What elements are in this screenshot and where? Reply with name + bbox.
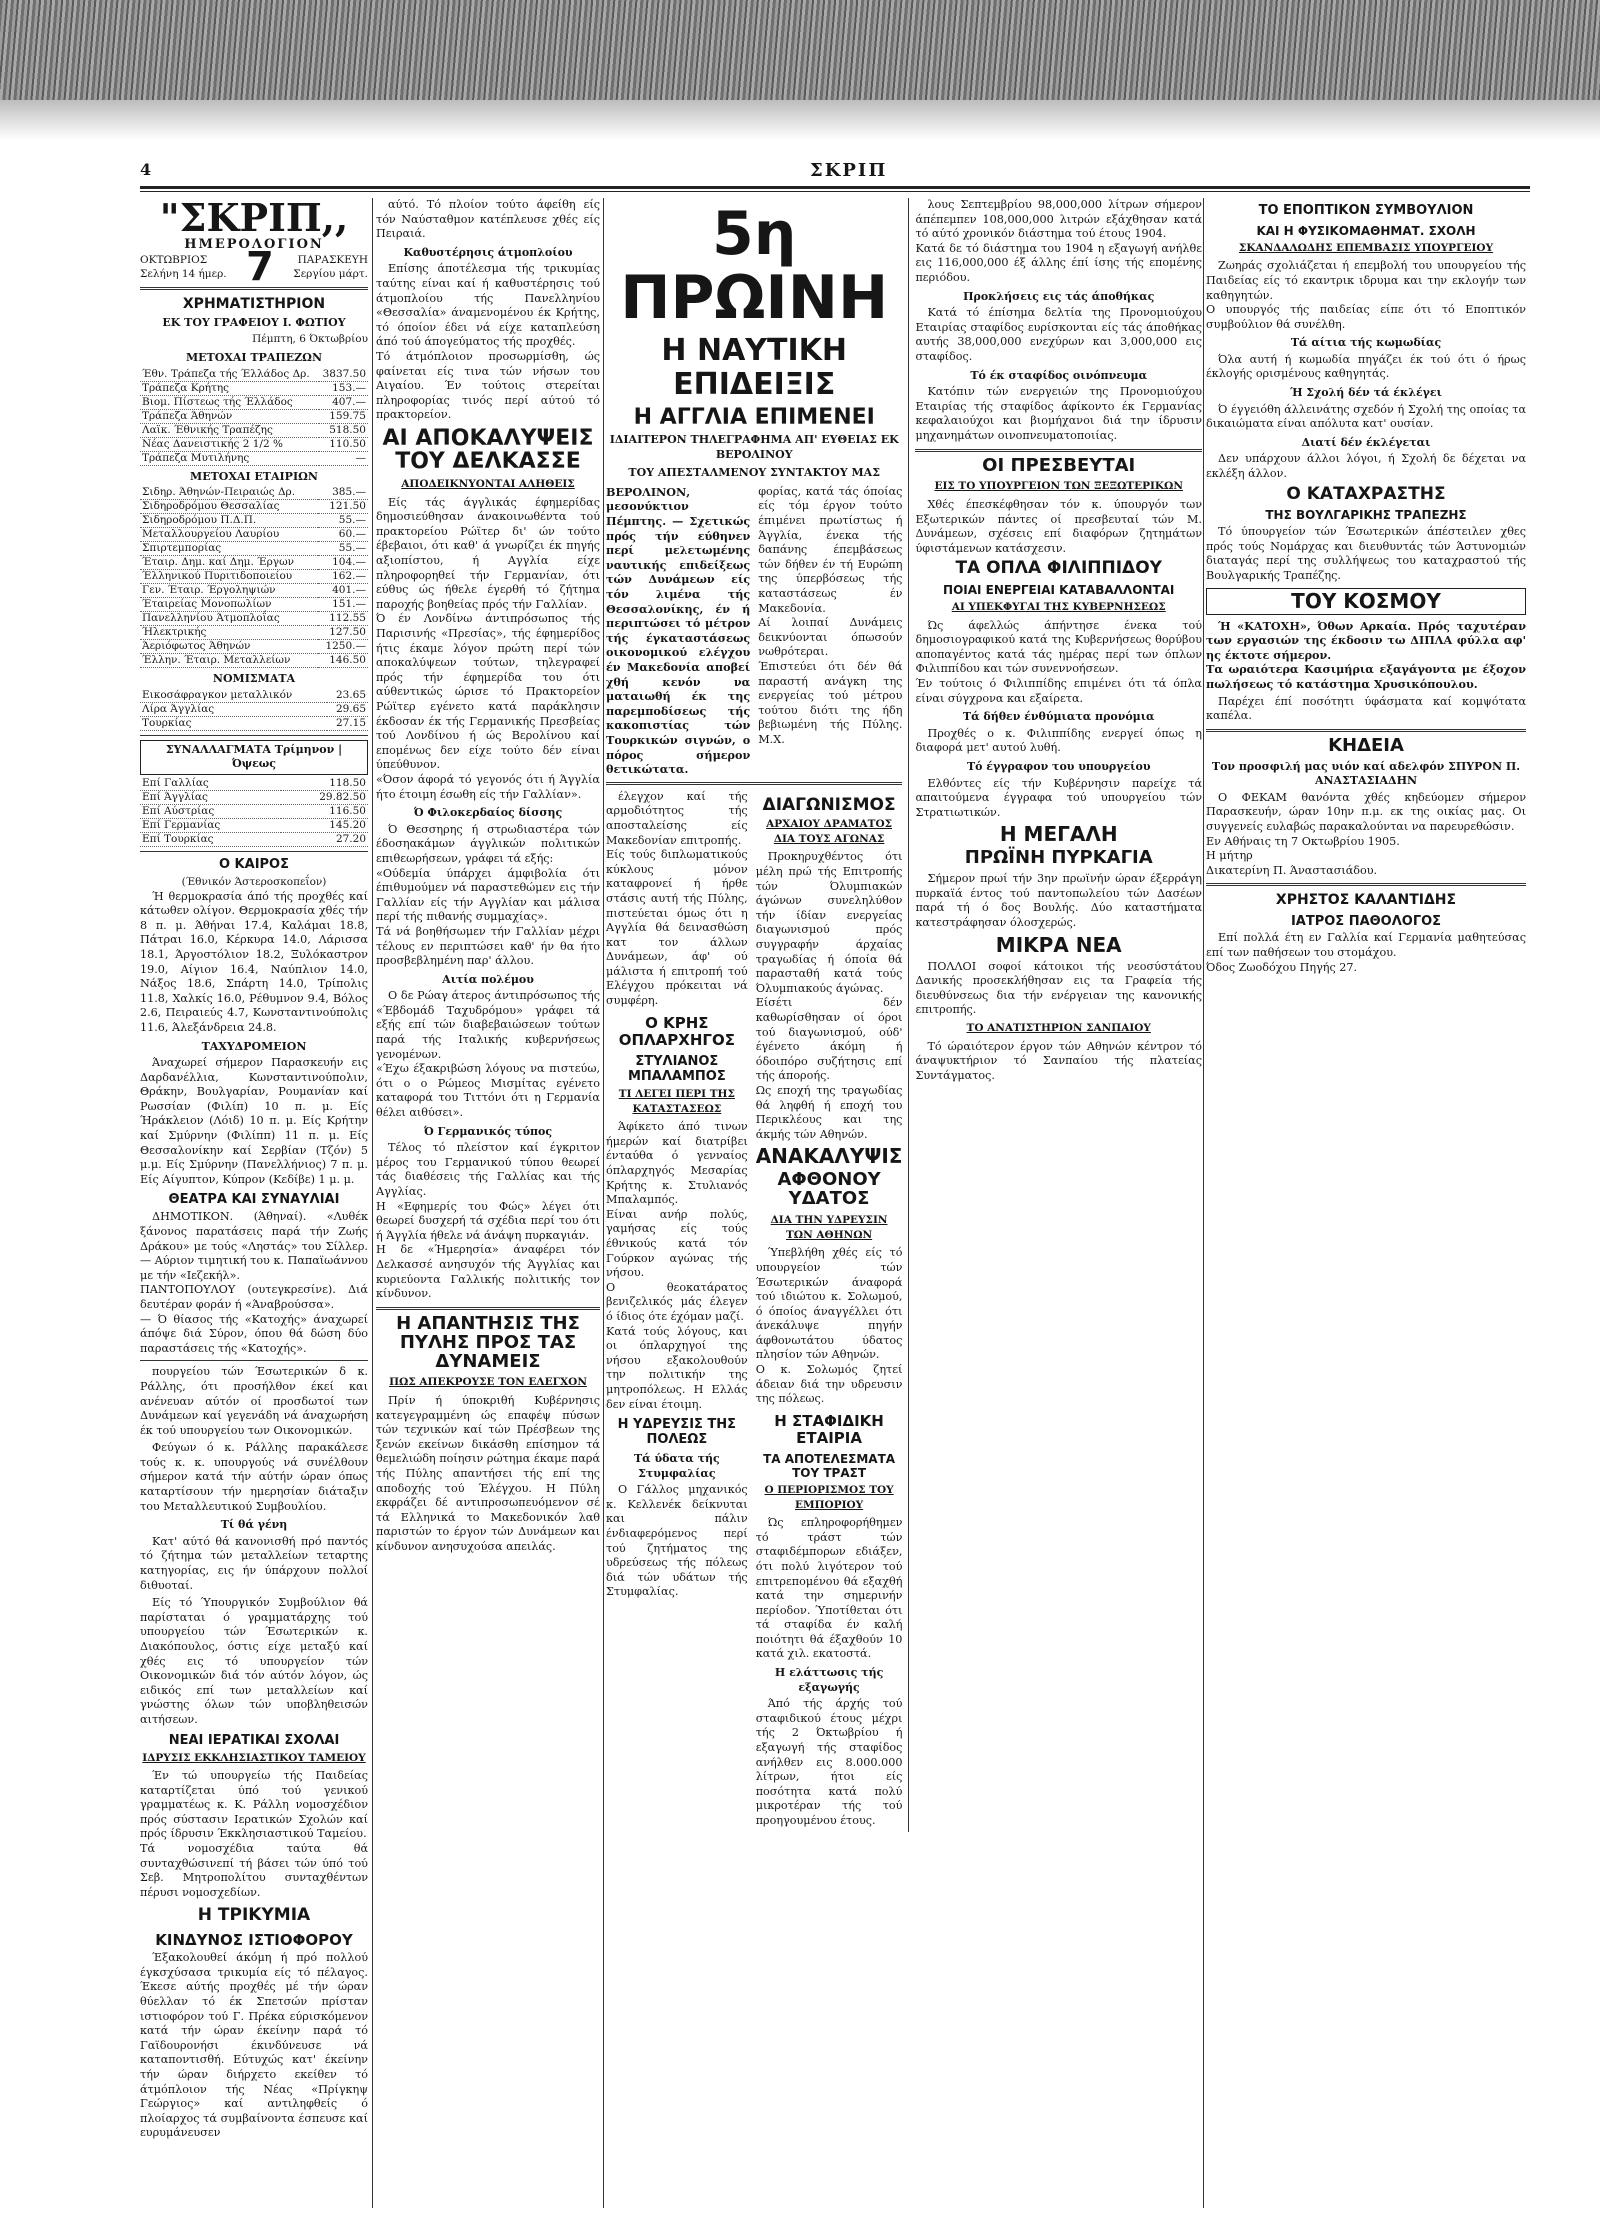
schools-subheading: ΙΔΡΥΣΙΣ ΕΚΚΛΗΣΙΑΣΤΙΚΟΥ ΤΑΜΕΙΟΥ <box>142 1751 366 1764</box>
weather-text: Ή θερμοκρασία άπό τής προχθές καί κάτωθεν ολίγον. Θερμοκρασία χθές τήν 8 π. μ. Άθήναι 17.4, Καλάμαι 18.8, Πάτραι 16.0, Κέρκυρα 14.0, Λάρισσα 18.1, Άργοστόλιον 18.2, Ξυλόκαστρον 19.0, Αίγιον 16.4, Ναύπλιον 14.0, Νάξος 18.6, Σπάρτη 14.0, Τρίπολις 11.8, Χαλκίς 16.0, Ρέθυμνον 9.4, Βόλος 2.6, Πειραιεύς 4.7, Κωνσταντινούπολις 11.6, Άλεξάνδρεια 24.8. <box>140 889 368 1034</box>
row-label: Νέας Δανειστικής 2 1/2 % <box>140 437 319 451</box>
row-value: 60.— <box>318 528 368 542</box>
row-label: Έλληνικού Πυριτιδοποιείου <box>140 570 318 584</box>
schools-text: Έν τώ υπουργείω τής Παιδείας καταρτίζεται ύπό τού γενικού γραμματέως κ. Κ. Ράλλη νομοσχέδιον πρός σύστασιν Ιερατικών Σχολών καί πρός ίδρυσιν Έκκλησιαστικού Ταμείου. Τά νομοσχέδια ταύτα θά συνταχθώσινεπί τή βάσει τών ύπό τού Σεβ. Μητροπολίτου συνταχθέντων πέρυσι νομοσχεδίων. <box>140 1769 368 1899</box>
ambassadors-heading: ΟΙ ΠΡΕΣΒΕΥΤΑΙ <box>982 454 1136 476</box>
doctor-subheading: ΙΑΤΡΟΣ ΠΑΘΟΛΟΓΟΣ <box>1290 913 1442 929</box>
row-value: — <box>319 451 368 465</box>
control-text: έλεγχον καί τής αρμοδιότητος τής αποσταλείσης είς Μακεδονίαν επιτροπής. Είς τούς διπλωματικούς κύκλους μόνον καταφρονεί ή ήρθε στάσις αυτή τής Πύλης, πιστεύεται όμως ότι η Αγγλία θά δεινασθώση κατ τον άλλων Δυνάμεων, άφ' ού μάλιστα ή επιτροπή τού Ελέγχου πρόκειται νά συμφέρη. <box>606 789 748 1008</box>
row-label: Σιδηροδρόμου Π.Δ.Π. <box>140 514 318 528</box>
row-value: 3837.50 <box>319 368 368 382</box>
row-value: 27.20 <box>281 833 368 847</box>
fire-heading: Η ΜΕΓΑΛΗ <box>999 822 1118 847</box>
companies-table <box>140 486 368 668</box>
embezzler-heading: Ο ΚΑΤΑΧΡΑΣΤΗΣ <box>1286 483 1446 504</box>
ambassadors-text: Χθές έπεσκέφθησαν τόν κ. ύπουργόν των Εξωτερικών πάντες οί πρεσβευταί τών Μ. Δυνάμεων, σχέσεις επί διαφόρων ζητημάτων ύφιστάμενων κατάσχεσιν. <box>915 497 1202 555</box>
row-label: Γεν. Έταιρ. Έργοληψιών <box>140 584 318 598</box>
story-paragraph-1: πουργείου τών Έσωτερικών δ κ. Ράλλης, ότι προσήλθον έκεί και ανένευαν αύτόν οί προσδωτοί των Δυνάμεων καί γεγενάδη νά άναχωρήση έκ τού υπουργείου των Οικονομικών. <box>140 1365 368 1437</box>
row-value: 55.— <box>318 542 368 556</box>
table-row <box>140 612 368 626</box>
doctor-text: Επί πολλά έτη εν Γαλλία καί Γερμανία μαθητεύσας επί των παθήσεων του στομάχου. Όδος Ζωοδόχου Πηγής 27. <box>1206 931 1526 974</box>
row-value: 1250.— <box>318 640 368 654</box>
calendar-month: ΟΚΤΩΒΡΙΟΣ <box>140 253 208 266</box>
table-row <box>140 451 368 465</box>
col2-text-1: Επίσης άποτέλεσμα τής τρικυμίας ταύτης είναι καί ή καθυστέρησις τού άτμοπλοίου τής Πανελληνίου «Θεσσαλία» άναμενομένου έκ Κρήτης, τό όποίον έδει νά είχε καταπλεύση άπό τού άπογεύματος τής προχθές. Τό άτμόπλοιον προσωρμίσθη, ώς φαίνεται είς τινα τών νήσων του Αιγαίου. Έν τούτοις στερείται πληροφορίας τινός περί αύτού τό πρακτορείον. <box>376 262 600 422</box>
col2-text-4: Ο δε Ρώαγ άτερος άντιπρόσωπος τής «Έβδομάδ Ταχυδρόμου» γράφει τά εξής επί τών διαβεβαιώσεων τούτων παρά τής Ιταλικής κυβερνήσεως γενομένων. «Έχω έξακριβώση λόγους να πιστεύω, ότι ο ο Ρώμεος Μισμίτας εγένετο καταφορά του Τιττόνι ότι η Γερμανία θέλει αιθύσει». <box>376 989 600 1120</box>
weather-subheading: (Έθνικόν Άστεροσκοπεΐον) <box>181 875 327 888</box>
raisin-subheading: ΤΑ ΑΠΟΤΕΛΕΣΜΑΤΑ ΤΟΥ ΤΡΑΣΤ <box>763 1452 896 1481</box>
education-heading: ΤΟ ΕΠΟΠΤΙΚΟΝ ΣΥΜΒΟΥΛΙΟΝ <box>1258 203 1474 218</box>
row-label: Πανελληνίου Άτμοπλοΐας <box>140 612 318 626</box>
water-note: ΔΙΑ ΤΗΝ ΥΔΡΕΥΣΙΝ ΤΩΝ ΑΘΗΝΩΝ <box>770 1214 888 1241</box>
fire-subheading: ΠΡΩΪΝΗ ΠΥΡΚΑΓΙΑ <box>964 847 1153 869</box>
contest-heading: ΔΙΑΓΩΝΙΣΜΟΣ <box>762 794 896 815</box>
row-value: 110.50 <box>319 437 368 451</box>
scan-border-fade <box>0 100 1600 140</box>
education-sub-3: Ή Σχολή δέν τά έκλέγει <box>1290 386 1442 400</box>
row-label: Επί Άγγλίας <box>140 791 281 805</box>
table-row <box>140 514 368 528</box>
world-heading: ΤΟΥ ΚΟΣΜΟΥ <box>1206 588 1526 615</box>
cretan-heading: Ο ΚΡΗΣ ΟΠΛΑΡΧΗΓΟΣ <box>618 1013 735 1049</box>
table-row <box>140 598 368 612</box>
weather-heading: Ο ΚΑΙΡΟΣ <box>218 857 289 873</box>
arms-note: ΑΙ ΥΠΕΚΦΥΓΑΙ ΤΗΣ ΚΥΒΕΡΝΗΣΕΩΣ <box>951 601 1166 613</box>
contest-subheading: ΑΡΧΑΙΟΥ ΔΡΑΜΑΤΟΣ ΔΙΑ ΤΟΥΣ ΑΓΩΝΑΣ <box>766 818 893 845</box>
lead-story-right: φορίας, κατά τάς όποίας είς τόμ έργον τούτο έπιμένει πρωτίστως ή Άγγλία, ένεκα τής δαπάνης έπεμβάσεως τών δήθεν έν τή Ευρώπη της ύπερβόσεως τής καταστάσεως έν Μακεδονία. Αί λοιπαί Δυνάμεις δεικνύονται όπωσούν νωθρότεραι. Έπιστεύει ότι δέν θά παραστή ανάγκη της ενεργείας τού μέτρου τούτου διότι της ήδη βεβιωμένη τής Πύλης. Μ.Χ. <box>758 484 903 746</box>
row-label: Τράπεζα Μυτιλήνης <box>140 451 319 465</box>
row-value: 159.75 <box>319 409 368 423</box>
table-row <box>140 626 368 640</box>
row-value: 151.— <box>318 598 368 612</box>
post-text: Άναχωρεί σήμερον Παρασκευήν εις Δαρδανέλλια, Κωνσταντινούπολιν, Θράκην, Βουλγαρίαν, Ρουμανίαν καί Ρωσσίαν (Φιλίπ) 10 π. μ. Είς Ήράκλειον (Λόιδ) 10 π. μ. Είς Κρήτην καί Σμύρνην (Φιλίππ) 11 π. μ. Είς Θεσσαλονίκην καί Σερβίαν (Τζόν) 5 μ.μ. Είς Σμύρνην (Πανελλήνιος) 7 π. μ. Είς Αίγυπτον, Κύπρον (Κεδίβε) 1 μ. μ. <box>140 1056 368 1186</box>
education-text: Ζωηράς σχολιάζεται ή επεμβολή του υπουργείου τής Παιδείας είς τό εκαντρικ ιδρυμα και την εκλογήν των καθηγητών. Ο υπουργός τής παιδείας είπε ότι τό Εποπτικόν συμβούλιον θά συνέλθη. <box>1206 259 1526 331</box>
col3-subcol-b <box>756 790 903 1832</box>
coins-table <box>140 689 368 731</box>
row-label: Έλλην. Έταιρ. Μεταλλείων <box>140 654 318 668</box>
arms-heading: ΤΑ ΟΠΛΑ ΦΙΛΙΠΠΙΔΟΥ <box>955 558 1162 579</box>
table-row <box>140 805 368 819</box>
col2-sub-1: Καθυστέρησις άτμοπλοίου <box>403 245 573 259</box>
headline-england-insists: Η ΑΓΓΛΙΑ ΕΠΙΜΕΝΕΙ <box>633 405 875 430</box>
theatre-text: ΔΗΜΟΤΙΚΟΝ. (Άθηναί). «Λυθέκ ξάνονος παρατάσεις παρά τήν Ζωής Δράκου» με τούς «Ληστάς» του Σίλλερ. — Αύριον τιμητική του κ. Παπαϊωάννου με τήν «Ιεζεκήλ». ΠΑΝΤΟΠΟΥΛΟΥ (ουτεγκρεσίνε). Διά δευτέραν φοράν ή «Άναβρούσσα». — Ό θίασος τής «Κατοχής» άναχωρεί άπόψε διά Σύρον, όπου θά δώση δύο παραστάσεις τής «Κατοχής». <box>140 1210 368 1355</box>
headline-telegram: ΙΔΙΑΙΤΕΡΟΝ ΤΗΛΕΓΡΑΦΗΜΑ ΑΠ' ΕΥΘΕΙΑΣ ΕΚ ΒΕΡΟΛΙΝΟΥ <box>609 433 899 461</box>
row-label: Έθν. Τράπεζα τής Έλλάδος Δρ. <box>140 368 319 382</box>
news-heading: ΜΙΚΡΑ ΝΕΑ <box>995 932 1122 957</box>
row-value: 29.65 <box>327 702 368 716</box>
porte-reply-heading: Η ΑΠΑΝΤΗΣΙΣ ΤΗΣ ΠΥΛΗΣ ΠΡΟΣ ΤΑΣ ΔΥΝΑΜΕΙΣ <box>396 1312 580 1372</box>
row-value: 162.— <box>318 570 368 584</box>
row-label: Μεταλλουργείου Λαυρίου <box>140 528 318 542</box>
page-masthead <box>140 160 1530 182</box>
arms-sub-2: Τά δήθεν ένθύμιατα προνόμια <box>962 710 1155 724</box>
water-subheading: ΑΦΘΟΝΟΥ ΥΔΑΤΟΣ <box>777 1169 881 1210</box>
col3-subcol-a <box>606 790 748 1832</box>
table-row <box>140 584 368 598</box>
table-row <box>140 437 368 451</box>
row-label: Ήλεκτρικής <box>140 626 318 640</box>
table-row <box>140 654 368 668</box>
cretan-text: Άφίκετο άπό τινων ήμερών καί διατρίβει ένταύθα ό γενναίος όπλαρχηγός Μεσαρίας Κρήτης κ. Στυλιανός Μπαλαμπός. Είναι ανήρ πολύς, γαμήσας είς τούς έθνικούς κατά τόν Γούρκον αγώνας τής νήσου. Ο θεοκατάρατος βενιζελικός μάς έλεγεν ό ίδιος ότε έχόμαν μαζί. Κατά τούς λόγους, και οι όπλαρχηγοί της νήσου εξακολουθούν την πολιτικήν της μητροπόλεως. Η Ελλάς δεν είναι έτοιμη. <box>606 1120 748 1411</box>
table-row <box>140 833 368 847</box>
row-value: 407.— <box>319 395 368 409</box>
col4 <box>908 198 1202 1832</box>
banks-table <box>140 368 368 466</box>
row-label: Βιομ. Πίστεως τής Έλλάδος <box>140 395 319 409</box>
table-row <box>140 486 368 500</box>
row-label: Επί Αύστρίας <box>140 805 281 819</box>
row-value: 27.15 <box>327 716 368 730</box>
fx-table <box>140 777 368 847</box>
raisin-text: Ώς επληροφορήθημεν τό τράστ τών σταφιδέμπορων εδιάξεν, ότι πολύ λιγότερον τού επιτρεπομένου θά εξαχθή κατά την σημερινήν περίοδον. Ύποτίθεται ότι τά σταφίδα έν καλή ποιότητι θά έξαχθούν 10 κατά χιλ. εκατοστά. <box>755 1516 903 1661</box>
coins-heading: ΝΟΜΙΣΜΑΤΑ <box>212 672 296 686</box>
table-row <box>140 640 368 654</box>
page-number: 4 <box>140 160 152 179</box>
row-label: Επί Γερμανίας <box>140 819 281 833</box>
calendar-title: ΗΜΕΡΟΛΟΓΙΟΝ <box>184 237 324 252</box>
doctor-heading: ΧΡΗΣΤΟΣ ΚΑΛΑΝΤΙΔΗΣ <box>1275 892 1457 909</box>
cretan-subheading: ΤΙ ΛΕΓΕΙ ΠΕΡΙ ΤΗΣ ΚΑΤΑΣΤΑΣΕΩΣ <box>618 1088 735 1115</box>
table-row <box>140 777 368 791</box>
refreshment-text: Τό ώραιότερον έργον τών Αθηνών κέντρον τό άναψυκτήριον τό Σανπαίου τής πλατείας Συντάγματος. <box>915 1039 1202 1082</box>
row-label: Έταιρ. Δημ. καί Δημ. Έργων <box>140 556 318 570</box>
row-label: Λαϊκ. Έθνικής Τραπέζης <box>140 423 319 437</box>
fire-text: Σήμερον πρωί τήν 3ην πρωϊνήν ώραν έξερράγη πυρκαϊά έντος τού παντοπωλείου τών Δασέων παρά τή ό δος Βουλής. Δύο καταστήματα κατεστράφησαν όλοσχερώς. <box>915 872 1202 929</box>
row-value: 23.65 <box>327 689 368 703</box>
table-row <box>140 689 368 703</box>
story-paragraph-4: Είς τό Ύπουργικόν Συμβούλιον θά παρίσταται ό γραμματάρχης τού υπουργείου τών Έσωτερικών κ. Διακόπουλος, όστις είχε μεταξύ καί χθές εις τό υπουργείον τών Οικονομικών διά τόν αύτόν λόγον, ώς ειδικός επί των μεταλλείων καί γνώστης όλων τών υποβληθεισών αιτήσεων. <box>140 1596 368 1726</box>
education-subheading: ΣΚΑΝΔΑΛΩΔΗΣ ΕΠΕΜΒΑΣΙΣ ΥΠΟΥΡΓΕΙΟΥ <box>1238 241 1494 254</box>
col2-top-text: αύτό. Τό πλοίον τούτο άφείθη είς τόν Ναύσταθμον κατέπλευσε χθές είς Πειραιά. <box>376 198 600 241</box>
education-sub-2: Τά αίτια τής κωμωδίας <box>1290 336 1442 350</box>
row-value: 29.82.50 <box>281 791 368 805</box>
table-row <box>140 556 368 570</box>
raisin-note: Ο ΠΕΡΙΟΡΙΣΜΟΣ ΤΟΥ ΕΜΠΟΡΙΟΥ <box>764 1483 894 1511</box>
row-label: Σιδηρ. Άθηνών-Πειραιώς Δρ. <box>140 486 318 500</box>
column-3 <box>606 198 1202 2208</box>
row-value: 118.50 <box>281 777 368 791</box>
scan-border-top <box>0 0 1600 100</box>
row-value: 145.20 <box>281 819 368 833</box>
table-row <box>140 702 368 716</box>
table-row <box>140 819 368 833</box>
funeral-text: Ο ΦΕΚΑΜ θανόντα χθές κηδεύομεν σήμερον Παρασκευήν, ώραν 10ην π.μ. εκ της οικίας μας. Οι συγγενείς ευλαβώς παρακαλούνται να παρευρεθώσιν. Εν Αθήναις τη 7 Οκτωβρίου 1905. Η μήτηρ Δικατερίνη Π. Άναστασιάδου. <box>1206 790 1526 877</box>
arms-text-3: Ελθόντες είς τήν Κυβέρνησιν παρείχε τά απαιτούμενα έγγραφα τού υπουργείου τών Στρατιωτικών. <box>915 776 1202 819</box>
raisin-sub-2: Η ελάττωσις τής εξαγωγής <box>774 1666 884 1694</box>
lead-story <box>606 485 902 777</box>
porte-reply-subheading: ΠΩΣ ΑΠΕΚΡΟΥΣΕ ΤΟΝ ΕΛΕΓΧΟΝ <box>389 1376 587 1389</box>
row-value: 116.50 <box>281 805 368 819</box>
col2-sub-4: Ό Γερμανικός τύπος <box>423 1124 553 1138</box>
lead-story-left: ΒΕΡΟΛΙΝΟΝ, μεσονύκτιον Πέμπτης. — Σχετικώς πρός τήν εύθηνεν περί μελετωμένης ναυτικής επιδείξεως τών Δυνάμεων είς τόν λιμένα τής Θεσσαλονίκης, έν ή περιπτώσει τό μέτρον τής έγκαταστάσεως οικονομικού ελέγχου έν Μακεδονία αποβεί χθή κενόν να ματαιωθή έκ της παρεμποδίσεως τής κακοπιστίας τών Τουρκικών σιγνών, ο πόρος σήμερον θετικώτατα. <box>606 484 751 777</box>
row-value: 121.50 <box>318 500 368 514</box>
row-value: 518.50 <box>319 423 368 437</box>
row-value: 146.50 <box>318 654 368 668</box>
column-rule-4 <box>1203 198 1204 2208</box>
table-row <box>140 716 368 730</box>
delcasse-subheading: ΑΠΟΔΕΙΚΝΥΟΝΤΑΙ ΑΛΗΘΕΙΣ <box>401 478 575 491</box>
row-value: 153.— <box>319 381 368 395</box>
row-value: 104.— <box>318 556 368 570</box>
exchange-date: Πέμπτη, 6 Όκτωβρίου <box>252 333 368 346</box>
row-label: Τράπεζα Κρήτης <box>140 381 319 395</box>
row-label: Λίρα Άγγλίας <box>140 702 327 716</box>
storm-text: Έξακολουθεί άκόμη ή πρό πολλού έγκσχύσασα τρικυμία είς τό πέλαγος. Έκεσε αύτής προχθές μέ τήν ώραν θύελλαν τό έκ Σπετσών πρίσταν ιστιοφόρον τού Γ. Πρέκα εύρισκόμενον κατά τήν ώραν έκείνην παρά τό Γαϊδουρονήσι έκινδύνευσε νά καταποντισθή. Εύτυχώς κατ' έκείνην τήν ώραν διήρχετο εκείθεν τό άτμόπλοιον τής Νέας «Πρίγκηψ Γεώργιος» καί αντιληφθείς ό πλοίαρχος τά συμβαίνοντα έσπευσε καί ευρυμάνευσεν <box>140 1951 368 2140</box>
city-water-heading: Η ΥΔΡΕΥΣΙΣ ΤΗΣ ΠΟΛΕΩΣ <box>617 1417 737 1448</box>
row-label: Τουρκίας <box>140 716 327 730</box>
calendar-weekday: ΠΑΡΑΣΚΕΥΗ <box>297 253 368 266</box>
row-label: Άεριόφωτος Άθηνών <box>140 640 318 654</box>
row-label: Έταιρείας Μονοπωλίων <box>140 598 318 612</box>
column-2 <box>376 198 600 2208</box>
table-row <box>140 791 368 805</box>
city-water-subheading: Τά ύδατα τής Στυμφαλίας <box>633 1451 720 1480</box>
story-subheading: Τί θά γένη <box>220 1518 288 1532</box>
fx-heading: ΣΥΝΑΛΛΑΓΜΑΤΑ Τρίμηνον | Όψεως <box>140 740 368 775</box>
col4-text-1: Κατά τό έπίσημα δελτία της Προνομιούχου Εταιρίας σταφίδος ευρίσκονται είς τάς άποθήκας αυτής 38,000,000 ενεχύρων και 3,000,000 εις σταφίδος. <box>915 306 1202 363</box>
ambassadors-subheading: ΕΙΣ ΤΟ ΥΠΟΥΡΓΕΙΟΝ ΤΩΝ ΞΕΞΩΤΕΡΙΚΩΝ <box>934 480 1183 493</box>
table-row <box>140 395 368 409</box>
schools-heading: ΝΕΑΙ ΙΕΡΑΤΙΚΑΙ ΣΧΟΛΑΙ <box>168 1732 340 1748</box>
storm-heading: Η ΤΡΙΚΥΜΙΑ <box>197 1905 311 1926</box>
world-text: Ή «ΚΑΤΟΧΗ», Όθων Αρκαία. Πρός ταχυτέραν των εργασιών της έκδοσιν τω ΔΙΠΛΑ φύλλα αφ' ης έκτοτε σήμερον. Τα ωραιότερα Κασιμήρια εξαγάγοντα με έξοχον πωλήσεως τό κατάστημα Χρυσικόπουλου. <box>1206 618 1526 692</box>
headline-correspondent: ΤΟΥ ΑΠΕΣΤΑΛΜΕΝΟΥ ΣΥΝΤΑΚΤΟΥ ΜΑΣ <box>628 466 880 480</box>
col2-text-6: Πρίν ή ύποκριθή Κυβέρνησις κατεγεγραμμένη ώς επαφέψ πύσων τών τεχνικών καί τών Πρέσβεων της ξενών εκείνων δικάσθη επίσημον τά θεμελιώδη ποίησιν ρώτημα έκαμε παρά τής Πύλης απαντήσει τής επί της αποδοχής τού Έλέγχου. Η Πύλη εκφράζει δέ αντιπροσωπευόμενον σέ τά Ελληνικά το Μακεδονικόν λαθ παριστών το έργον τών Δυνάμεων και κίνδυνον ανησυχούσα απειλάς. <box>376 1394 600 1553</box>
exchange-subtitle: ΕΚ ΤΟΥ ΓΡΑΦΕΙΟΥ Ι. ΦΩΤΙΟΥ <box>162 315 346 329</box>
delcasse-heading: ΑΙ ΑΠΟΚΑΛΥΨΕΙΣ ΤΟΥ ΔΕΛΚΑΣΣΕ <box>382 425 594 474</box>
table-row <box>140 528 368 542</box>
raisin-heading: Η ΣΤΑΦΙΔΙΚΗ ΕΤΑΙΡΙΑ <box>774 1411 884 1448</box>
row-value: 55.— <box>318 514 368 528</box>
arms-subheading: ΠΟΙΑΙ ΕΝΕΡΓΕΙΑΙ ΚΑΤΑΒΑΛΛΟΝΤΑΙ <box>943 583 1175 598</box>
table-row <box>140 381 368 395</box>
education-heading-2: ΚΑΙ Η ΦΥΣΙΚΟΜΑΘΗΜΑΤ. ΣΧΟΛΗ <box>1256 223 1476 238</box>
col4-top-text: λους Σεπτεμβρίου 98,000,000 λίτρων σήμερον άπέπεμπεν 108,000,000 λιτρών εξάχθησαν κατά τό αύτό χρονικόν διάστημα τού έτους 1904. Κατά δε τό διάστημα του 1904 η εξαγωγή ανήλθε εις 116,000,000 έξ άλλης έπί ίσης τής επομένης περιόδου. <box>915 198 1202 284</box>
arms-text-2: Προχθές ο κ. Φιλιππίδης ενεργεί όπως η διαφορά μετ' αυτού λυθή. <box>915 726 1202 755</box>
table-row <box>140 423 368 437</box>
row-label: Σπιρτεμπορίας <box>140 542 318 556</box>
exchange-title: ΧΡΗΜΑΤΙΣΤΗΡΙΟΝ <box>182 295 326 312</box>
col2-sub-3: Αιτία πολέμου <box>442 972 534 986</box>
calendar-day: 7 <box>246 243 274 290</box>
table-row <box>140 542 368 556</box>
contest-text: Προκηρυχθέντος ότι μέλη πρώ τής Επιτροπής τών Όλυμπιακών άγώνων συνεληλύθον τήν ίδίαν ενεργείας διαγωνισμού πρός συγγραφήν άρχαίας τραγωδίας ή όποία θά παρασταθή κατά τούς Όλυμπιακούς άγώνας. Είσέτι δέν καθωρίσθησαν οί όροι τού διαγωνισμού, ούδ' έγένετο άκόμη ή όδοιπόρο συζήτησις επί τής άποροής. Ως εποχή της τραγωδίας θά ληφθή ή εποχή του Περικλέους και της άκμής τών Αθηνών. <box>755 850 903 1141</box>
paper-name: ΣΚΡΙΠ <box>810 160 888 181</box>
row-label: Εικοσάφραγκον μεταλλικόν <box>140 689 327 703</box>
banks-heading: ΜΕΤΟΧΑΙ ΤΡΑΠΕΖΩΝ <box>185 351 322 365</box>
col2-text-3: Ό Θεσσηρης ή στρωδιαστέρα τών έδοσηακάμων άγγλικών πολιτικών επιθεωρήσεων, γράφει τά εξής: «Ούδεμία ύπάρχει άμφιβολία ότι έπιθυμούμεν νά παραστεθώμεν εις τήν Γαλλίαν είς τήν Αγγλίαν και μάλισα περί τής πιθανής συμμαχίας». Τά νά βοηθήσωμεν τήν Γαλλίαν μέχρι τέλους εν περιπτώσει καθ' ήν θα ήτο προσβεβλημένη παρ' άλλου. <box>376 822 600 968</box>
col3-main <box>606 198 902 1832</box>
table-row <box>140 368 368 382</box>
story-paragraph-3: Κατ' αύτό θά κανονισθή πρό παντός τό ζήτημα τών μεταλλείων τεταρτης κατηγορίας, εις ήν ύπάρχουν πολλοί διθυοταί. <box>140 1534 368 1592</box>
embezzler-subheading: ΤΗΣ ΒΟΥΛΓΑΡΙΚΗΣ ΤΡΑΠΕΖΗΣ <box>1265 508 1467 523</box>
education-sub-4: Διατί δέν έκλέγεται <box>1301 435 1431 449</box>
col4-sub-1: Προκλήσεις εις τάς άποθήκας <box>963 289 1155 303</box>
funeral-subheading: Τον προσφιλή μας υιόν καί αδελφόν ΣΠΥΡΟΝ Π. ΑΝΑΣΤΑΣΙΑΔΗΝ <box>1211 759 1521 788</box>
storm-subheading: ΚΙΝΔΥΝΟΣ ΙΣΤΙΟΦΟΡΟΥ <box>155 1930 353 1949</box>
col2-text-5: Τέλος τό πλείστον καί έγκριτον μέρος του Γερμανικού τύπου θεωρεί τάς διαθέσεις τής Γαλλίας και τής Αγγλίας. Η «Εφημερίς του Φώς» λέγει ότι θεωρεί δυσχερή τά σχέδια περί του ότι ή Άγγλία ήθελε νά άνάψη πυρκαγιάν. Η δε «Ήμερησία» άναφέρει τόν Δελκασσέ ανησυχόν τής Άγγλίας και κυριεύοντα Γαλλικής πολιτικής τον κίνδυνον. <box>376 1141 600 1301</box>
post-heading: ΤΑΧΥΔΡΟΜΕΙΟΝ <box>201 1039 307 1053</box>
raisin-text-2: Άπό τής άρχής τού σταφιδικού έτους μέχρι τής 2 Όκτωβρίου ή εξαγωγή τής σταφίδος ανήλθεν εις 8.000.000 λίτρων, ήτοι είς ποσότητα κατά πολύ μικροτέραν τής τού προηγουμένου έτους. <box>755 1697 903 1828</box>
embezzler-text: Τό ύπουργείον τών Έσωτερικών άπέστειλεν χθες πρός τούς Νομάρχας και διευθυντάς τών Άστυνομιών διαταγάς περί της συλλήψεως του καταχραστού τής Βουλγαρικής Τραπέζης. <box>1206 525 1526 583</box>
row-label: Επί Τουρκίας <box>140 833 281 847</box>
calendar-saint: Σεργίου μάρτ. <box>293 268 368 281</box>
row-value: 112.55 <box>318 612 368 626</box>
funeral-heading: ΚΗΔΕΙΑ <box>1328 734 1404 756</box>
education-text-3: Ό έγγειόθη άλλεινάτης σχεδόν ή Σχολή της οποίας τα δικαιώματα είναι απόλυτα κατ' ουσίαν. <box>1206 402 1526 431</box>
water-text: Ύπεβλήθη χθές είς τό υπουργείον τών Έσωτερικών άναφορά τού ιδιώτου κ. Σολωμού, ό όποίος άναγγέλλει ότι άνεκάλυψε πηγήν άφθονωτάτου ύδατος πλησίον τών Αθηνών. Ο κ. Σολωμός ζητεί άδειαν διά την υδρευσιν της πόλεως. <box>755 1246 903 1406</box>
education-text-4: Δεν υπάρχουν άλλοι λόγοι, ή Σχολή δε δέχεται να εκλέξη άλλον. <box>1206 452 1526 481</box>
table-row <box>140 570 368 584</box>
table-row <box>140 409 368 423</box>
story-paragraph-2: Φεύγων ό κ. Ράλλης παρακάλεσε τούς κ. κ. υπουργούς νά συνέλθουν σήμερον κατά τήν αύτήν ώραν όπως καταρτίσουν τήν ημερησίαν διάταξιν του Μεταλλευτικού Συμβουλίου. <box>140 1441 368 1513</box>
col2-text-2: Είς τάς άγγλικάς έφημερίδας δημοσιεύθησαν άνακοινωθέντα τού πρακτορείου Ρώϊτερ δι' ών τούτο έβεβαιοι, ότι καθ' ά γνωρίζει έκ πηγής αξιοπίστου, ή Αγγλία είχε πληροφορηθεί τήν Γερμανίαν, ότι εύθυς ώς ήθελε έγερθή τό ζήτημα παροχής βοηθείας πρός τήν Γαλλίαν. Ό έν Λονδίνω άντιπρόσωπος τής Παρισινής «Πρεσίας», τής έφημερίδος ήτις έκαμε λόγον πρώτη περί τών αποκαλύψεων τούτων, τηλεγραφεί πρός τήν έφημερίδα του ότι αύθεντικώς ώρισε τό Πρακτορείον Ρώϊτερ εγένετο κατά παράκλησιν έκδοσαν έκ τής Γερμανικής Πρεσβείας τού Λονδίνου ή ώς Βερολίνου καί επομένως δεν είχε τούτο δέν είναι ύπεύθυνον. «Όσον άφορά τό γεγονός ότι ή Άγγλία ήτο έτοιμη έσωθη είς τήν Γαλλίαν». <box>376 495 600 801</box>
arms-sub-3: Τό έγγραφον του υπουργείου <box>966 759 1151 773</box>
col4-text-2: Κατόπιν τών ενεργειών της Προνομιούχου Εταιρίας τής σταφίδος άφίκοντο έκ Γερμανίας κεφαλαιούχοι και βιομήχανοι διά την ίδρυσιν μηχανημάτων οινοπνευματοποιίας. <box>915 385 1202 442</box>
education-text-2: Όλα αυτή ή κωμωδία πηγάζει έκ τού ότι ό ήρως έκλογής ορισμένους καθηγητάς. <box>1206 352 1526 381</box>
water-heading: ΑΝΑΚΑΛΥΨΙΣ <box>755 1144 903 1169</box>
news-text: ΠΟΛΛΟΙ σοφοί κάτοικοι τής νεοσύστάτου Δανικής προσεκλήθησαν εις τα Γραφεία τής διευθύνσεως δια τήν ενέργειαν της κανονικής επιτροπής. <box>915 959 1202 1017</box>
companies-heading: ΜΕΤΟΧΑΙ ΕΤΑΙΡΙΩΝ <box>190 469 318 483</box>
column-1 <box>140 198 368 2208</box>
headline-naval-demonstration: Η ΝΑΥΤΙΚΗ ΕΠΙΔΕΙΞΙΣ <box>661 333 848 402</box>
refreshment-heading: ΤΟ ΑΝΑΤΙΣΤΗΡΙΟΝ ΣΑΝΠΑΙΟΥ <box>966 1021 1151 1034</box>
city-water-text: Ο Γάλλος μηχανικός κ. Κελλενέκ δείκνυται και πάλιν ένδιαφερόμενος περί τού ζητήματος της υδρεύσεως τής πόλεως διά τών υδάτων τής Στυμφαλίας. <box>606 1483 748 1599</box>
col2-sub-2: Ό Φιλοκερδαίος δίσσης <box>413 806 563 820</box>
row-label: Σιδηροδρόμου Θεσσαλίας <box>140 500 318 514</box>
column-5 <box>1206 198 1526 2208</box>
headline-fifth-edition: 5η ΠΡΩΙΝΗ <box>620 199 889 333</box>
table-row <box>140 500 368 514</box>
world-text-2: Παρέχει έπί ποσότητι ύφάσματα καί κομψότατα καπέλα. <box>1206 694 1526 723</box>
row-label: Επί Γαλλίας <box>140 777 281 791</box>
row-value: 127.50 <box>318 626 368 640</box>
cretan-name: ΣΤΥΛΙΑΝΟΣ ΜΠΑΛΑΜΠΟΣ <box>627 1054 726 1085</box>
calendar-logo: "ΣΚΡΙΠ,, <box>159 198 349 240</box>
theatre-heading: ΘΕΑΤΡΑ ΚΑΙ ΣΥΝΑΥΛΙΑΙ <box>168 1192 340 1208</box>
header-rule <box>140 186 1530 192</box>
arms-text: Ώς άφελλώς άπήντησε ένεκα τού δημοσιογραφικού κατά της Κυβερνήσεως θορύβου αποπαγέντος κατά τάς ημέρας περί των όπλων Φιλιππίδου και τών συνεννοήσεων. Έν τούτοις ό Φιλιππίδης επιμένει ότι τά όπλα είναι σύγχρονα και εξαίρετα. <box>915 618 1202 705</box>
row-value: 385.— <box>318 486 368 500</box>
column-rule-1 <box>372 198 373 2208</box>
col4-sub-2: Τό έκ σταφίδος οινόπνευμα <box>970 368 1148 382</box>
calendar-moon: Σελήνη 14 ήμερ. <box>140 268 227 281</box>
row-value: 401.— <box>318 584 368 598</box>
row-label: Τράπεζα Άθηνών <box>140 409 319 423</box>
column-rule-2 <box>603 198 604 2208</box>
